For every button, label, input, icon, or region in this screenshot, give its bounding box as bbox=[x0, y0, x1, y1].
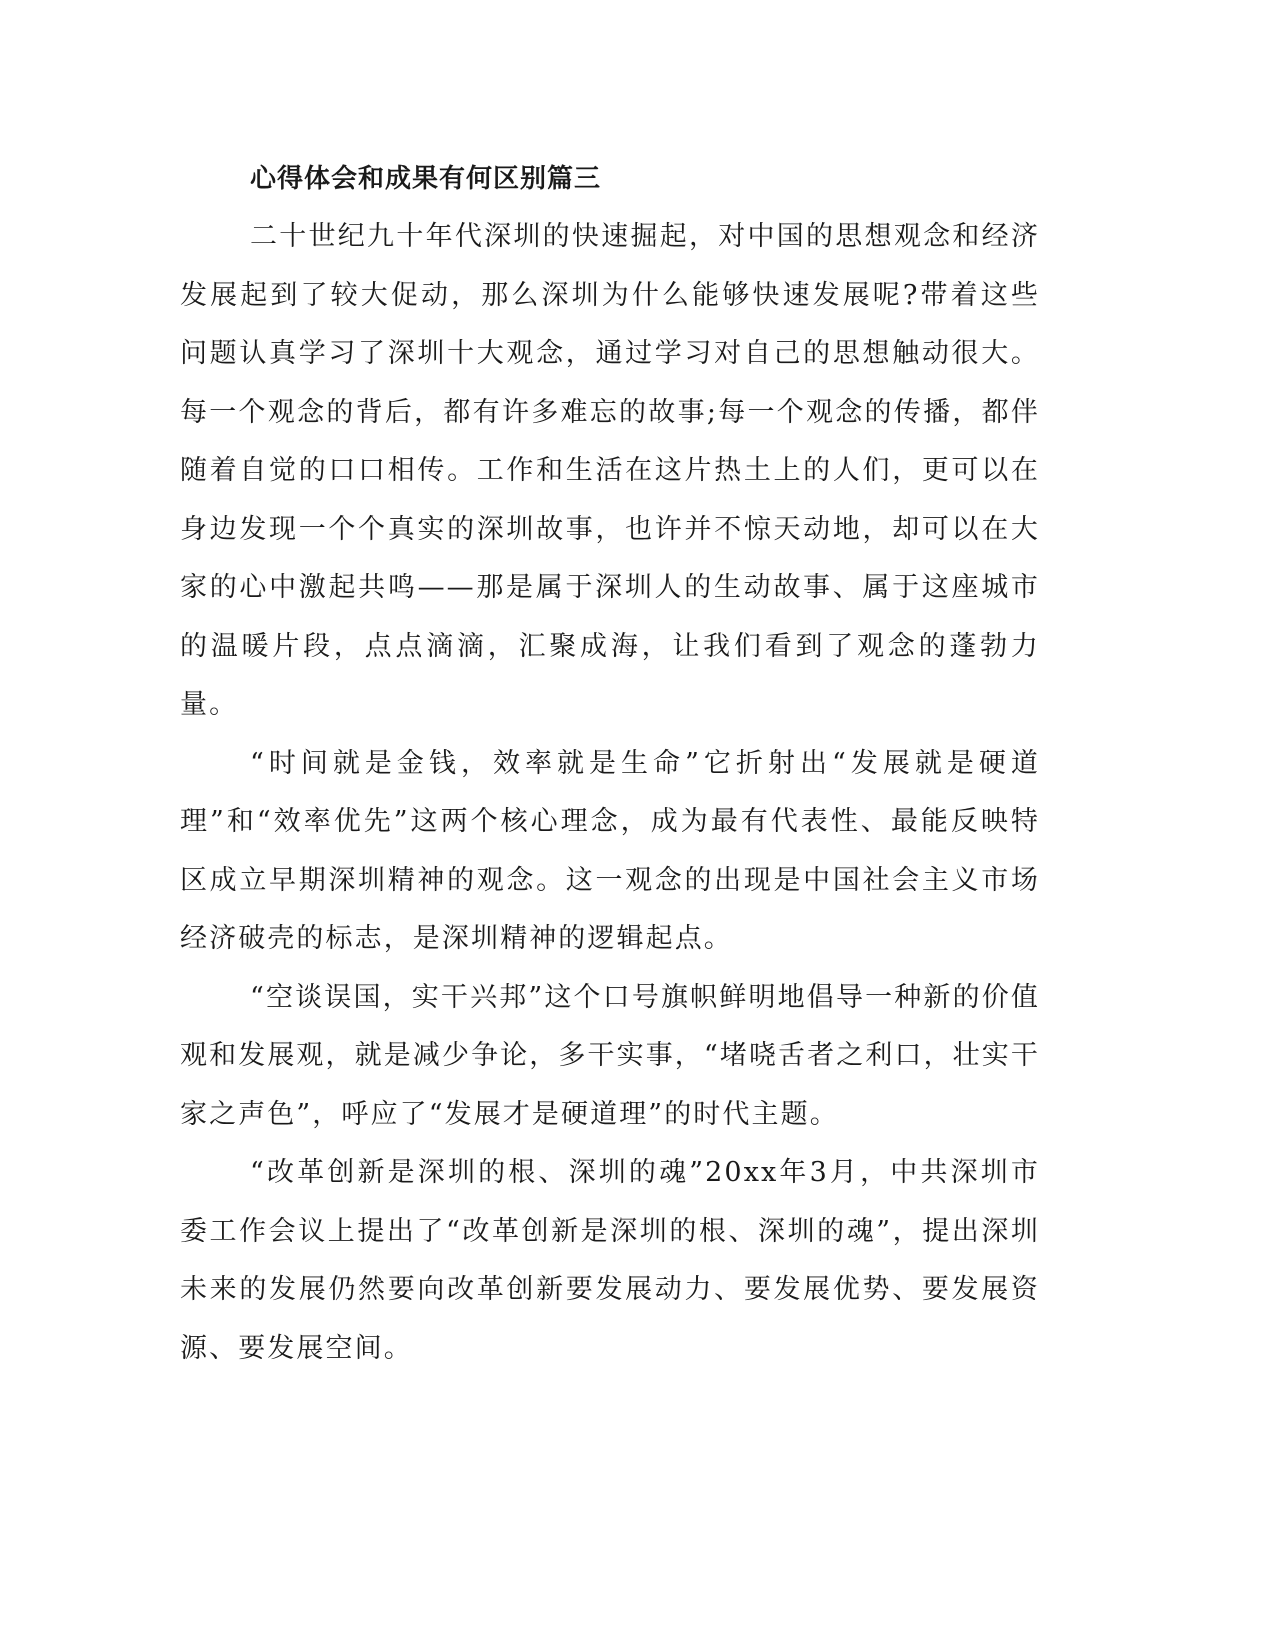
paragraph-time-is-money: “时间就是金钱，效率就是生命”它折射出“发展就是硬道理”和“效率优先”这两个核心理念，成为最有代表性、最能反映特区成立早期深圳精神的观念。这一观念的出现是中国社会主义市场经济破壳的标志，是深圳精神的逻辑起点。 bbox=[180, 747, 1040, 954]
paragraph-empty-talk: “空谈误国，实干兴邦”这个口号旗帜鲜明地倡导一种新的价值观和发展观，就是减少争论，多干实事，“堵哓舌者之利口，壮实干家之声色”，呼应了“发展才是硬道理”的时代主题。 bbox=[180, 981, 1040, 1130]
document-body bbox=[180, 150, 1040, 1378]
paragraph-reform-innovation: “改革创新是深圳的根、深圳的魂”20xx年3月，中共深圳市委工作会议上提出了“改革创新是深圳的根、深圳的魂”，提出深圳未来的发展仍然要向改革创新要发展动力、要发展优势、要发展资源、要发展空间。 bbox=[180, 1157, 1040, 1364]
paragraph-shenzhen-rise: 二十世纪九十年代深圳的快速掘起，对中国的思想观念和经济发展起到了较大促动，那么深圳为什么能够快速发展呢?带着这些问题认真学习了深圳十大观念，通过学习对自己的思想触动很大。每一个观念的背后，都有许多难忘的故事;每一个观念的传播，都伴随着自觉的口口相传。工作和生活在这片热土上的人们，更可以在身边发现一个个真实的深圳故事，也许并不惊天动地，却可以在大家的心中激起共鸣——那是属于深圳人的生动故事、属于这座城市的温暖片段，点点滴滴，汇聚成海，让我们看到了观念的蓬勃力量。 bbox=[180, 221, 1040, 720]
document-title: 心得体会和成果有何区别篇三 bbox=[250, 164, 602, 194]
